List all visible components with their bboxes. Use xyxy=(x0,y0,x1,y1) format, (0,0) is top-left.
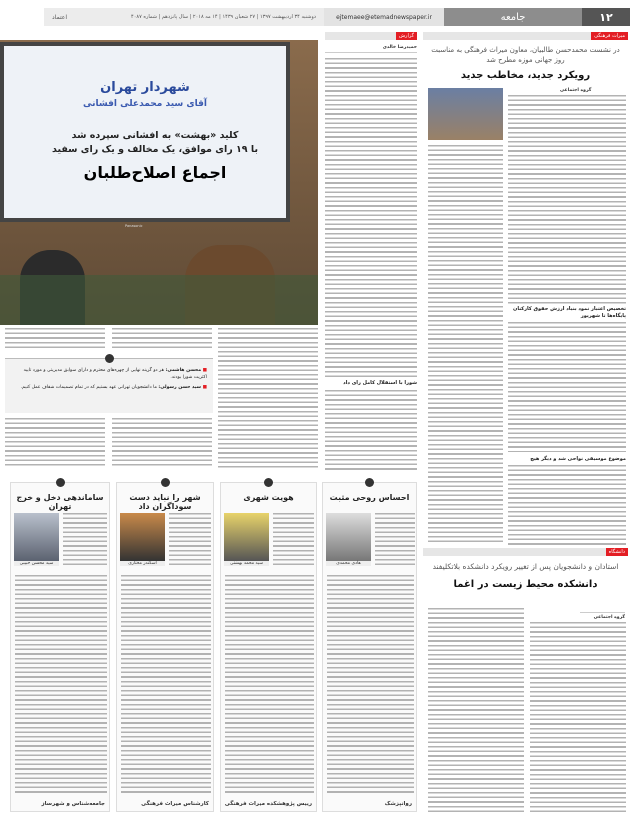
author-role: کارشناس میراث فرهنگی xyxy=(141,801,209,807)
body-text xyxy=(5,328,105,350)
byline: گروه اجتماعی xyxy=(560,88,592,93)
heritage-article xyxy=(423,32,628,81)
main-title: اجماع اصلاح‌طلبان xyxy=(83,163,227,182)
section-title: جامعه xyxy=(444,8,582,26)
byline: گروه اجتماعی xyxy=(580,612,625,620)
quote-item: ■ سید حسن رسولی: ما دانشجویان تهرانی عهد بستیم که در تمام تصمیمات شفاف عمل کنیم. xyxy=(20,384,207,390)
subhead: شورا با استقلال کامل رای داد xyxy=(343,380,417,386)
author-photo xyxy=(326,513,371,561)
screen-line-1: شهردار تهران xyxy=(100,80,190,95)
body-text xyxy=(112,418,212,468)
body-text xyxy=(121,575,211,795)
date-line xyxy=(44,8,324,26)
opinion-title: هویت شهری xyxy=(243,493,294,502)
body-text xyxy=(508,465,626,545)
article-title: رویکرد جدید، مخاطب جدید xyxy=(460,69,591,81)
body-text xyxy=(530,622,626,814)
body-text xyxy=(428,608,524,814)
main-kicker-2: با ۱۹ رای موافق، یک مخالف و یک رای سفید xyxy=(51,144,259,155)
author-photo xyxy=(120,513,165,561)
author: حمیدرضا خالدی xyxy=(325,45,417,53)
quote-text: ما دانشجویان تهرانی عهد بستیم که در تمام تصمیمات شفاف عمل کنیم. xyxy=(20,384,157,390)
university-article xyxy=(423,548,628,590)
subhead: تخصیص اعتبار نمود بنیاد ارزش حقوق کارکنان پایگاه‌ها تا شهریور xyxy=(513,306,626,319)
date-text: دوشنبه ۳۴ اردیبهشت ۱۳۹۷ | ۲۷ شعبان ۱۴۳۹ | ۱۴ مه ۲۰۱۸ | سال پانزدهم | شماره ۴۰۸۷ xyxy=(131,14,316,20)
author-name: اسکندر مختاری xyxy=(120,561,165,566)
author-role: رییس پژوهشکده میراث فرهنگی xyxy=(224,801,312,807)
opinion-title: احساس روحی مثبت xyxy=(329,493,410,502)
body-text xyxy=(225,575,314,795)
body-text xyxy=(5,418,105,468)
quote-box xyxy=(5,358,213,413)
author-name: سید محسن حبیبی xyxy=(14,561,59,566)
body-text xyxy=(428,145,503,545)
quote-text: هر دو گزینه نهایی از چهره‌های محترم و دارای سوابق مدیریتی و مورد تایید اکثریت شورا بودند. xyxy=(23,368,207,380)
opinion-title: شهر را نباید دست سوداگران داد xyxy=(129,493,201,511)
body-text xyxy=(169,513,211,568)
green-chairs xyxy=(0,275,318,325)
opinion-box xyxy=(220,482,317,812)
author-photo xyxy=(14,513,59,561)
brand-text: Panasonic xyxy=(125,224,143,228)
body-text xyxy=(218,328,318,468)
body-text xyxy=(112,328,212,350)
quote-icon xyxy=(365,478,374,487)
page-number: ۱۲ xyxy=(582,8,630,26)
opinion-box xyxy=(116,482,214,812)
screen-line-2: آقای سید محمدعلی افشانی xyxy=(83,99,207,109)
article-kicker: در نشست محمدحسن طالبیان، معاون میراث فرهنگی به مناسبت روز جهانی موزه مطرح شد xyxy=(431,46,620,64)
body-text xyxy=(327,575,414,795)
body-text xyxy=(508,322,626,452)
council-photo xyxy=(0,40,318,325)
article-kicker: استادان و دانشجویان پس از تغییر رویکرد دانشکده بلاتکلیفند xyxy=(432,562,619,571)
author-photo xyxy=(224,513,269,561)
body-text xyxy=(325,390,417,470)
quote-icon xyxy=(264,478,273,487)
author-name: هادی محمدی xyxy=(326,561,371,566)
body-text xyxy=(508,95,626,305)
body-text xyxy=(325,58,417,378)
body-text xyxy=(63,513,107,568)
author-role: روانپزشک xyxy=(384,801,412,807)
quote-item: ■ محسن هاشمی: هر دو گزینه نهایی از چهره‌های محترم و دارای سوابق مدیریتی و مورد تایید اکثریت شورا بودند. xyxy=(23,368,207,380)
opinion-box xyxy=(10,482,110,812)
main-kicker-1: کلید «بهشت» به افشانی سپرده شد xyxy=(71,130,239,141)
quote-icon xyxy=(56,478,65,487)
press-conference-photo xyxy=(428,88,503,140)
quote-speaker: محسن هاشمی: xyxy=(165,368,202,373)
body-text xyxy=(15,575,107,795)
section-label: دانشگاه xyxy=(606,548,628,556)
page-header xyxy=(44,8,630,26)
author-role: جامعه‌شناس و شهرساز xyxy=(41,801,105,807)
quote-speaker: سید حسن رسولی: xyxy=(158,384,202,390)
body-text xyxy=(273,513,314,568)
author-name: سید محمد بهشتی xyxy=(224,561,269,566)
logo: اعتماد xyxy=(52,13,68,21)
opinion-box xyxy=(322,482,417,812)
quote-icon xyxy=(161,478,170,487)
article-title: دانشکده محیط زیست در اغما xyxy=(453,579,598,590)
section-label: میراث فرهنگی xyxy=(591,32,628,40)
quote-icon xyxy=(105,354,114,363)
opinion-title: ساماندهی دخل و خرج تهران xyxy=(16,493,104,511)
email-link[interactable]: ejtemaee@etemadnewspaper.ir xyxy=(324,8,444,26)
subhead: موضوع موسیقی نواحی شد و دیگر هیچ xyxy=(530,456,626,462)
body-text xyxy=(375,513,415,568)
report-column xyxy=(325,32,417,53)
main-story-headline xyxy=(20,130,290,182)
section-label: گزارش xyxy=(396,32,417,40)
